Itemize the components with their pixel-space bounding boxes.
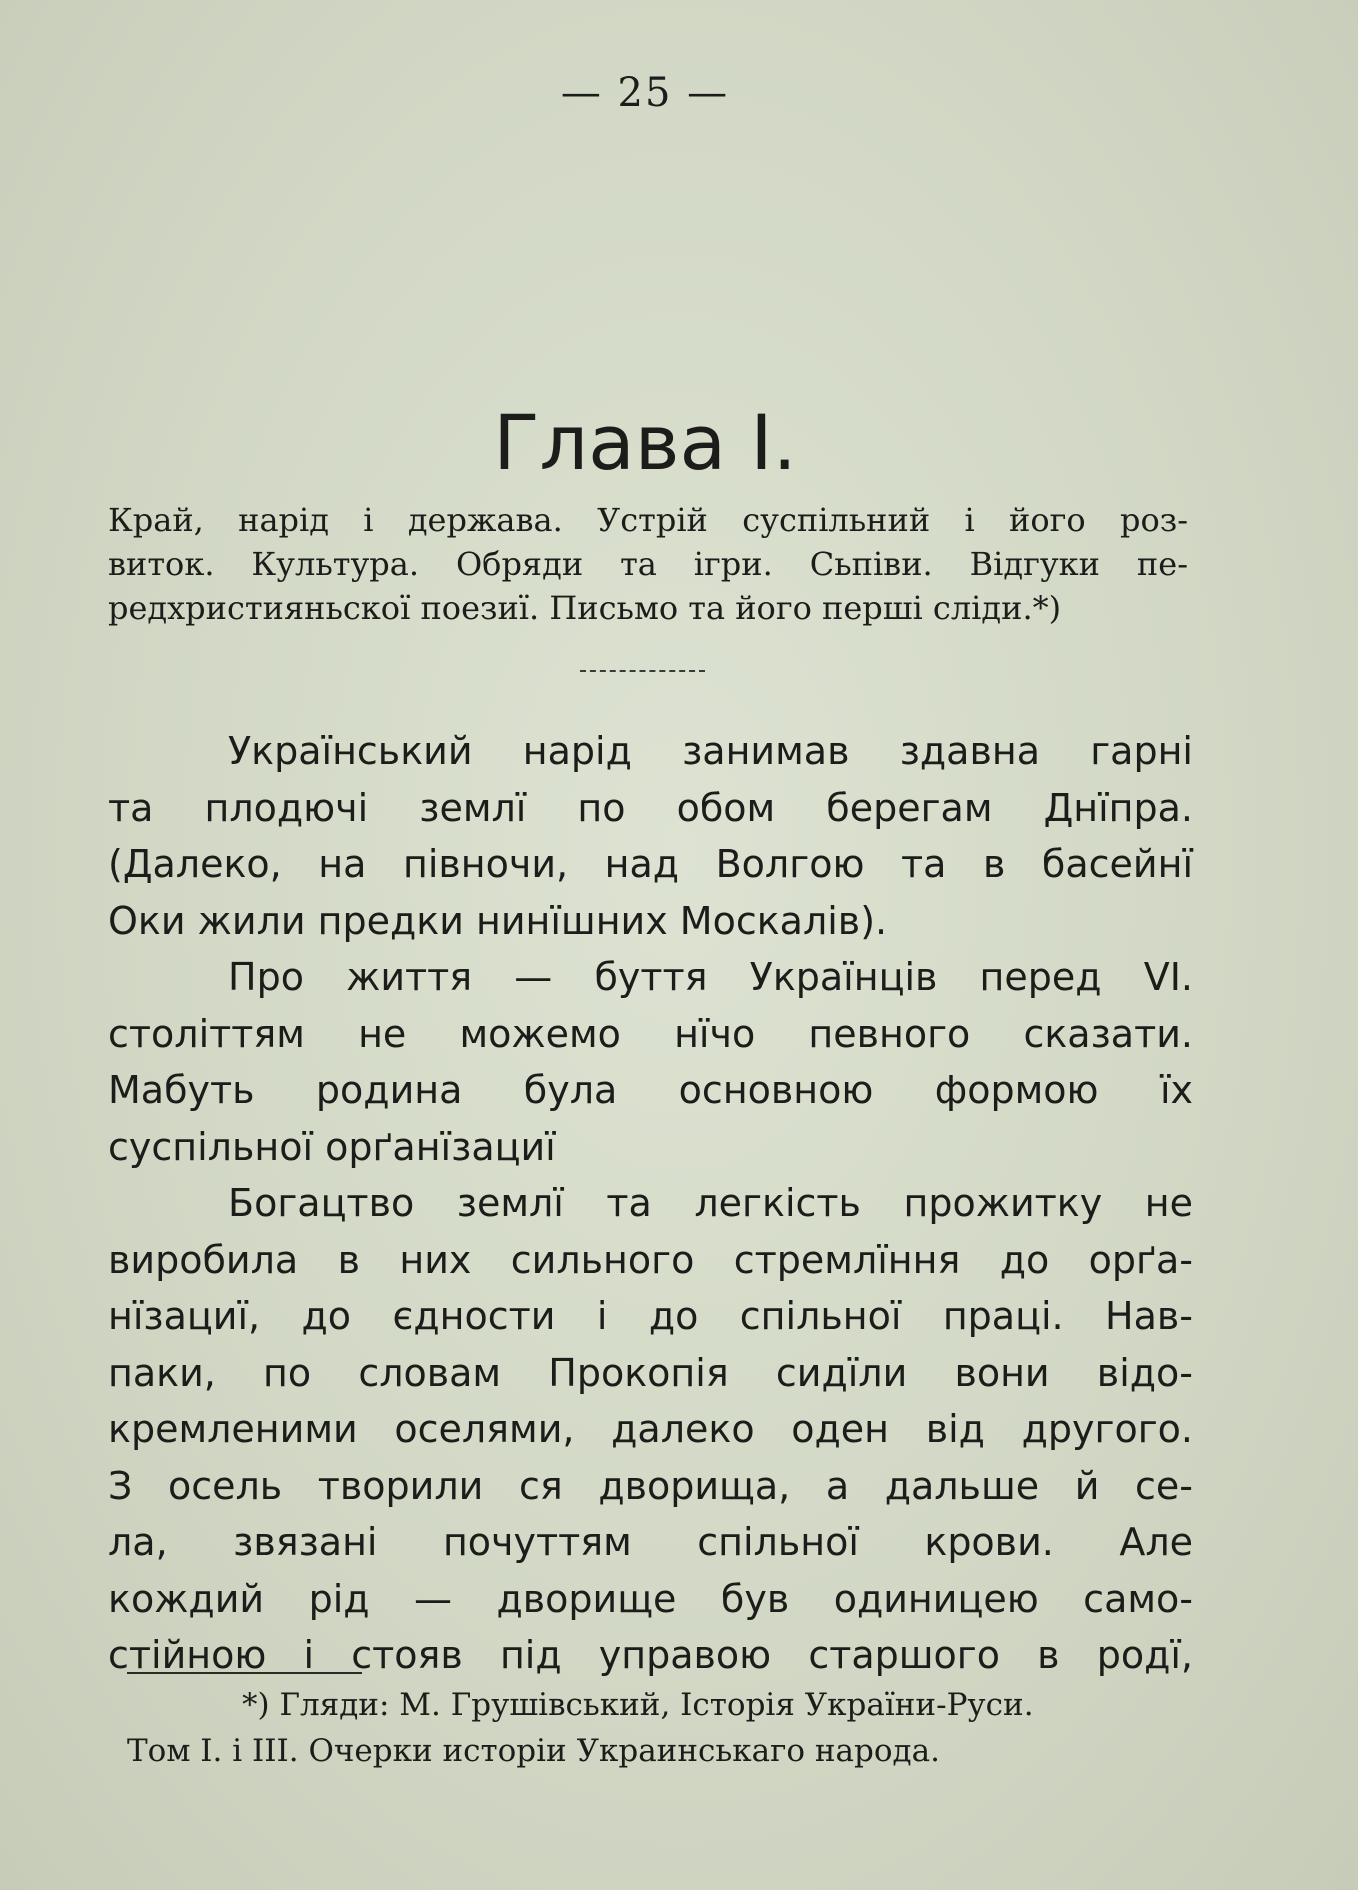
body-line: кремленими оселями, далеко оден від другого. bbox=[108, 1407, 1193, 1451]
body-line: ла, звязані почуттям спільної крови. Але bbox=[108, 1520, 1193, 1564]
section-divider bbox=[580, 670, 705, 672]
body-line: виробила в них сильного стремлїння до орґа- bbox=[108, 1237, 1193, 1282]
body-line: Богацтво землї та легкість прожитку не bbox=[228, 1181, 1193, 1225]
summary-line: Край, нарід і держава. Устрій суспільний і його роз- bbox=[108, 501, 1188, 539]
body-line: суспільної орґанїзациї bbox=[108, 1124, 556, 1169]
footnote-line: Том І. і III. Очерки исторіи Украинськаго народа. bbox=[127, 1733, 940, 1769]
body-line: нїзациї, до єдности і до спільної праці. Нав- bbox=[108, 1294, 1193, 1338]
summary-line: виток. Культура. Обряди та ігри. Сьпіви. Відгуки пе- bbox=[108, 545, 1188, 583]
summary-line: редхристияньскої поезиї. Письмо та його перші сліди.*) bbox=[108, 589, 1062, 627]
footnote-line: *) Гляди: М. Грушівський, Історія України-Руси. bbox=[242, 1687, 1034, 1723]
chapter-title: Глава І. bbox=[493, 398, 797, 487]
body-line: століттям не можемо нїчо певного сказати. bbox=[108, 1011, 1193, 1056]
body-line: Український нарід занимав здавна гарні bbox=[228, 729, 1193, 773]
footnote-rule bbox=[127, 1672, 362, 1674]
footnote bbox=[127, 1682, 1202, 1774]
chapter-summary bbox=[108, 498, 1188, 630]
body-line: Мабуть родина була основною формою їх bbox=[108, 1068, 1193, 1112]
body-line: кождий рід — дворище був одиницею само- bbox=[108, 1576, 1193, 1621]
page-number: — 25 — bbox=[560, 70, 730, 116]
body-line: Оки жили предки нинїшних Москалів). bbox=[108, 898, 888, 943]
body-line: стійною і стояв під управою старшого в родї, bbox=[108, 1633, 1193, 1677]
body-line: З осель творили ся дворища, а дальше й се- bbox=[108, 1463, 1193, 1508]
body-line: паки, по словам Прокопія сидїли вони відо- bbox=[108, 1350, 1193, 1395]
body-text bbox=[108, 723, 1193, 1684]
body-line: та плодючі землї по обом берегам Днїпра. bbox=[108, 785, 1193, 830]
body-line: (Далеко, на півночи, над Волгою та в басейнї bbox=[108, 842, 1193, 886]
body-line: Про життя — буття Українців перед VI. bbox=[228, 955, 1193, 999]
